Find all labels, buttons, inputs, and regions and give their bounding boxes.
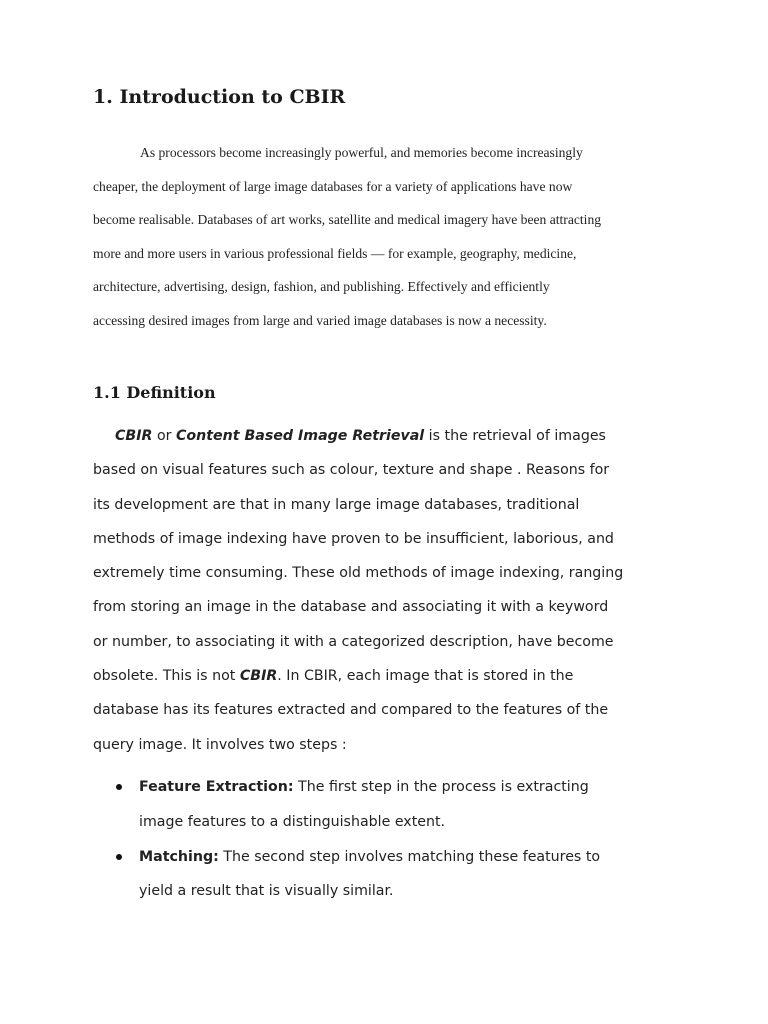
definition-text: is the retrieval of images [424,428,606,444]
definition-text: . In CBIR, each image that is stored in the [277,668,574,685]
definition-line: its development are that in many large image databases, traditional [93,496,580,513]
intro-line: As processors become increasingly powerful, and memories become increasingly [140,145,583,160]
definition-line: or number, to associating it with a categorized description, have become [93,633,614,650]
step-label: Matching: [139,848,219,865]
step-line: image features to a distinguishable extent. [139,813,446,830]
intro-paragraph [93,136,693,337]
step-line [139,840,693,875]
definition-text: obsolete. This is not [93,668,240,685]
definition-line: query image. It involves two steps : [93,736,347,753]
definition-line [93,419,693,453]
intro-line: more and more users in various professional fields — for example, geography, medicine, [93,245,577,261]
section-heading: 1. Introduction to CBIR [93,86,346,108]
term-content-based-image-retrieval: Content Based Image Retrieval [175,428,425,444]
step-text: The first step in the process is extracting [293,779,589,795]
intro-line: accessing desired images from large and varied image databases is now a necessity. [93,312,547,328]
term-cbir: CBIR [115,428,153,444]
definition-line [93,659,693,693]
definition-line: from storing an image in the database and associating it with a keyword [93,599,609,616]
list-item [93,770,693,840]
definition-line: methods of image indexing have proven to be insufficient, laborious, and [93,530,614,547]
definition-line: database has its features extracted and compared to the features of the [93,702,609,719]
bullet-icon [116,854,122,860]
definition-line: based on visual features such as colour, texture and shape . Reasons for [93,462,610,479]
definition-paragraph [93,419,693,762]
intro-line: become realisable. Databases of art works, satellite and medical imagery have been attracting [93,212,602,227]
term-cbir: CBIR [239,668,278,685]
bullet-icon [116,784,122,790]
intro-line: architecture, advertising, design, fashion, and publishing. Effectively and efficiently [93,279,550,294]
definition-line: extremely time consuming. These old methods of image indexing, ranging [93,565,624,582]
list-item [93,840,693,910]
step-label: Feature Extraction: [139,779,294,795]
step-line [139,770,693,805]
steps-list [93,770,693,909]
intro-line: cheaper, the deployment of large image databases for a variety of applications have now [93,178,573,194]
step-text: The second step involves matching these features to [218,848,601,865]
subsection-heading: 1.1 Definition [93,383,216,402]
connector-text: or [152,428,176,444]
step-line: yield a result that is visually similar. [139,883,394,900]
